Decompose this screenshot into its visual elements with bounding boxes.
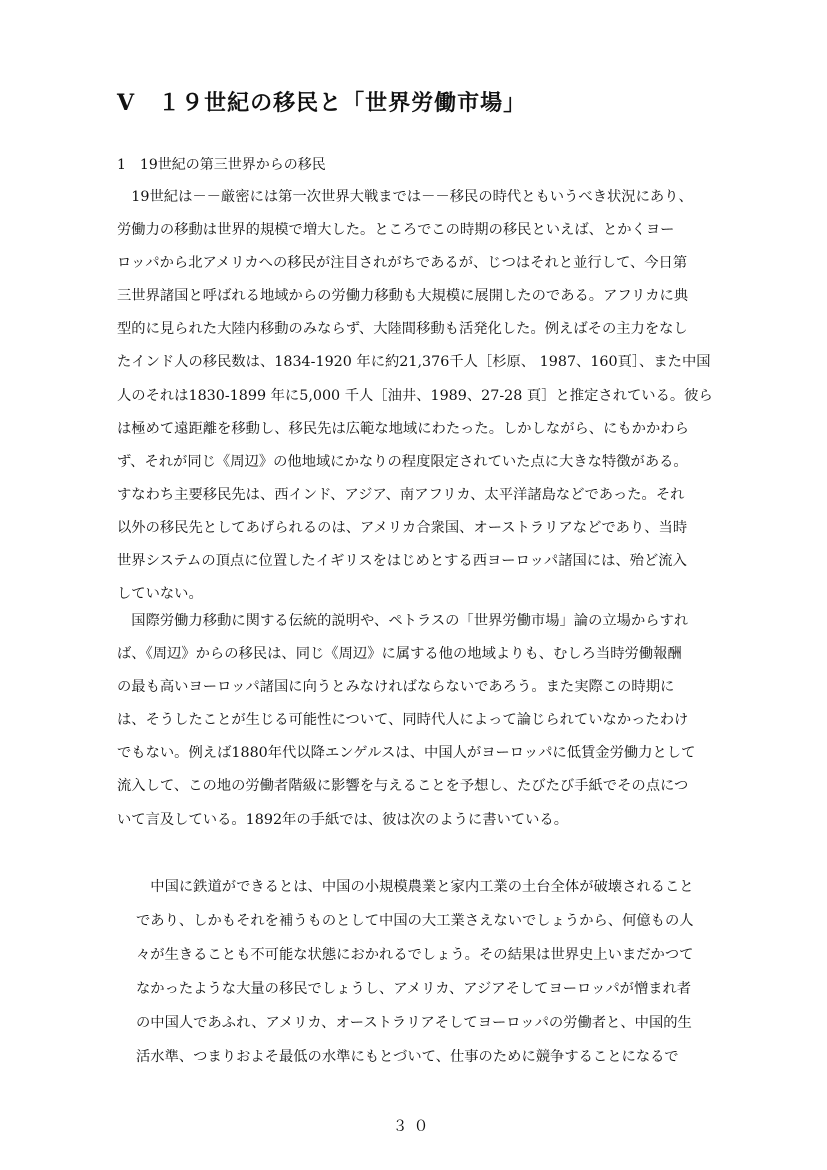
text-line: の最も高いヨーロッパ諸国に向うとみなければならないであろう。また実際この時期に bbox=[117, 679, 675, 696]
text-line: なかったような大量の移民でしょうし、アメリカ、アジアそしてヨーロッパが憎まれ者 bbox=[136, 981, 692, 997]
text-line: すなわち主要移民先は、西インド、アジア、南アフリカ、太平洋諸島などであった。それ bbox=[117, 486, 685, 503]
text-line: 々が生きることも不可能な状態におかれるでしょう。その結果は世界史上いまだかつて bbox=[136, 947, 694, 963]
chapter-title: Ⅴ １９世紀の移民と「世界労働市場」 bbox=[117, 90, 527, 116]
text-line: でもない。例えば1880年代以降エンゲルスは、中国人がヨーロッパに低賃金労働力として bbox=[117, 745, 696, 762]
text-line: 中国に鉄道ができるとは、中国の小規模農業と家内工業の土台全体が破壊されること bbox=[136, 879, 694, 895]
body-paragraph-2 bbox=[117, 605, 767, 837]
text-line: たインド人の移民数は、1834-1920 年に約21,376千人［杉原、 1987、160頁］、また中国 bbox=[117, 354, 711, 371]
text-line: 国際労働力移動に関する伝統的説明や、ペトラスの「世界労働市場」論の立場からすれ bbox=[117, 613, 689, 629]
text-line: であり、しかもそれを補うものとして中国の大工業さえないでしょうから、何億もの人 bbox=[136, 913, 694, 929]
body-paragraph-1 bbox=[117, 181, 767, 611]
text-line: ロッパから北アメリカへの移民が注目されがちであるが、じつはそれと並行して、今日第 bbox=[117, 255, 688, 272]
text-line: いて言及している。1892年の手紙では、彼は次のように書いている。 bbox=[117, 811, 568, 828]
text-line: ず、それが同じ《周辺》の他地域にかなりの程度限定されていた点に大きな特徴がある。 bbox=[117, 453, 688, 470]
text-line: は、そうしたことが生じる可能性について、同時代人によって論じられていなかったわけ bbox=[117, 712, 689, 729]
text-line: 三世界諸国と呼ばれる地域からの労働力移動も大規模に展開したのである。アフリカに典 bbox=[117, 288, 689, 305]
text-line: ば、《周辺》からの移民は、同じ《周辺》に属する他の地域よりも、むしろ当時労働報酬 bbox=[117, 646, 682, 663]
text-line: は極めて遠距離を移動し、移民先は広範な地域にわたった。しかしながら、にもかかわら bbox=[117, 420, 689, 437]
text-line: していない。 bbox=[117, 586, 203, 603]
page-number: ３０ bbox=[392, 1117, 435, 1135]
quoted-letter-excerpt bbox=[136, 870, 766, 1074]
text-line: 以外の移民先としてあげられるのは、アメリカ合衆国、オーストラリアなどであり、当時 bbox=[117, 519, 688, 536]
text-line: 労働力の移動は世界的規模で増大した。ところでこの時期の移民といえば、とかくヨー bbox=[117, 222, 675, 239]
text-line: 型的に見られた大陸内移動のみならず、大陸間移動も活発化した。例えばその主力をなし bbox=[117, 321, 688, 338]
text-line: 流入して、この地の労働者階級に影響を与えることを予想し、たびたび手紙でその点につ bbox=[117, 778, 689, 795]
text-line: 活水準、つまりおよそ最低の水準にもとづいて、仕事のために競争することになるで bbox=[136, 1049, 679, 1065]
text-line: 人のそれは1830-1899 年に5,000 千人［油井、1989、27-28 頁］と推定されている。彼ら bbox=[117, 387, 713, 404]
text-line: 世界システムの頂点に位置したイギリスをはじめとする西ヨーロッパ諸国には、殆ど流入 bbox=[117, 553, 687, 570]
text-line: 19世紀は－－厳密には第一次世界大戦までは－－移民の時代ともいうべき状況にあり、 bbox=[117, 189, 693, 205]
text-line: の中国人であふれ、アメリカ、オーストラリアそしてヨーロッパの労働者と、中国的生 bbox=[136, 1015, 692, 1031]
section-heading: 1 19世紀の第三世界からの移民 bbox=[117, 157, 326, 173]
